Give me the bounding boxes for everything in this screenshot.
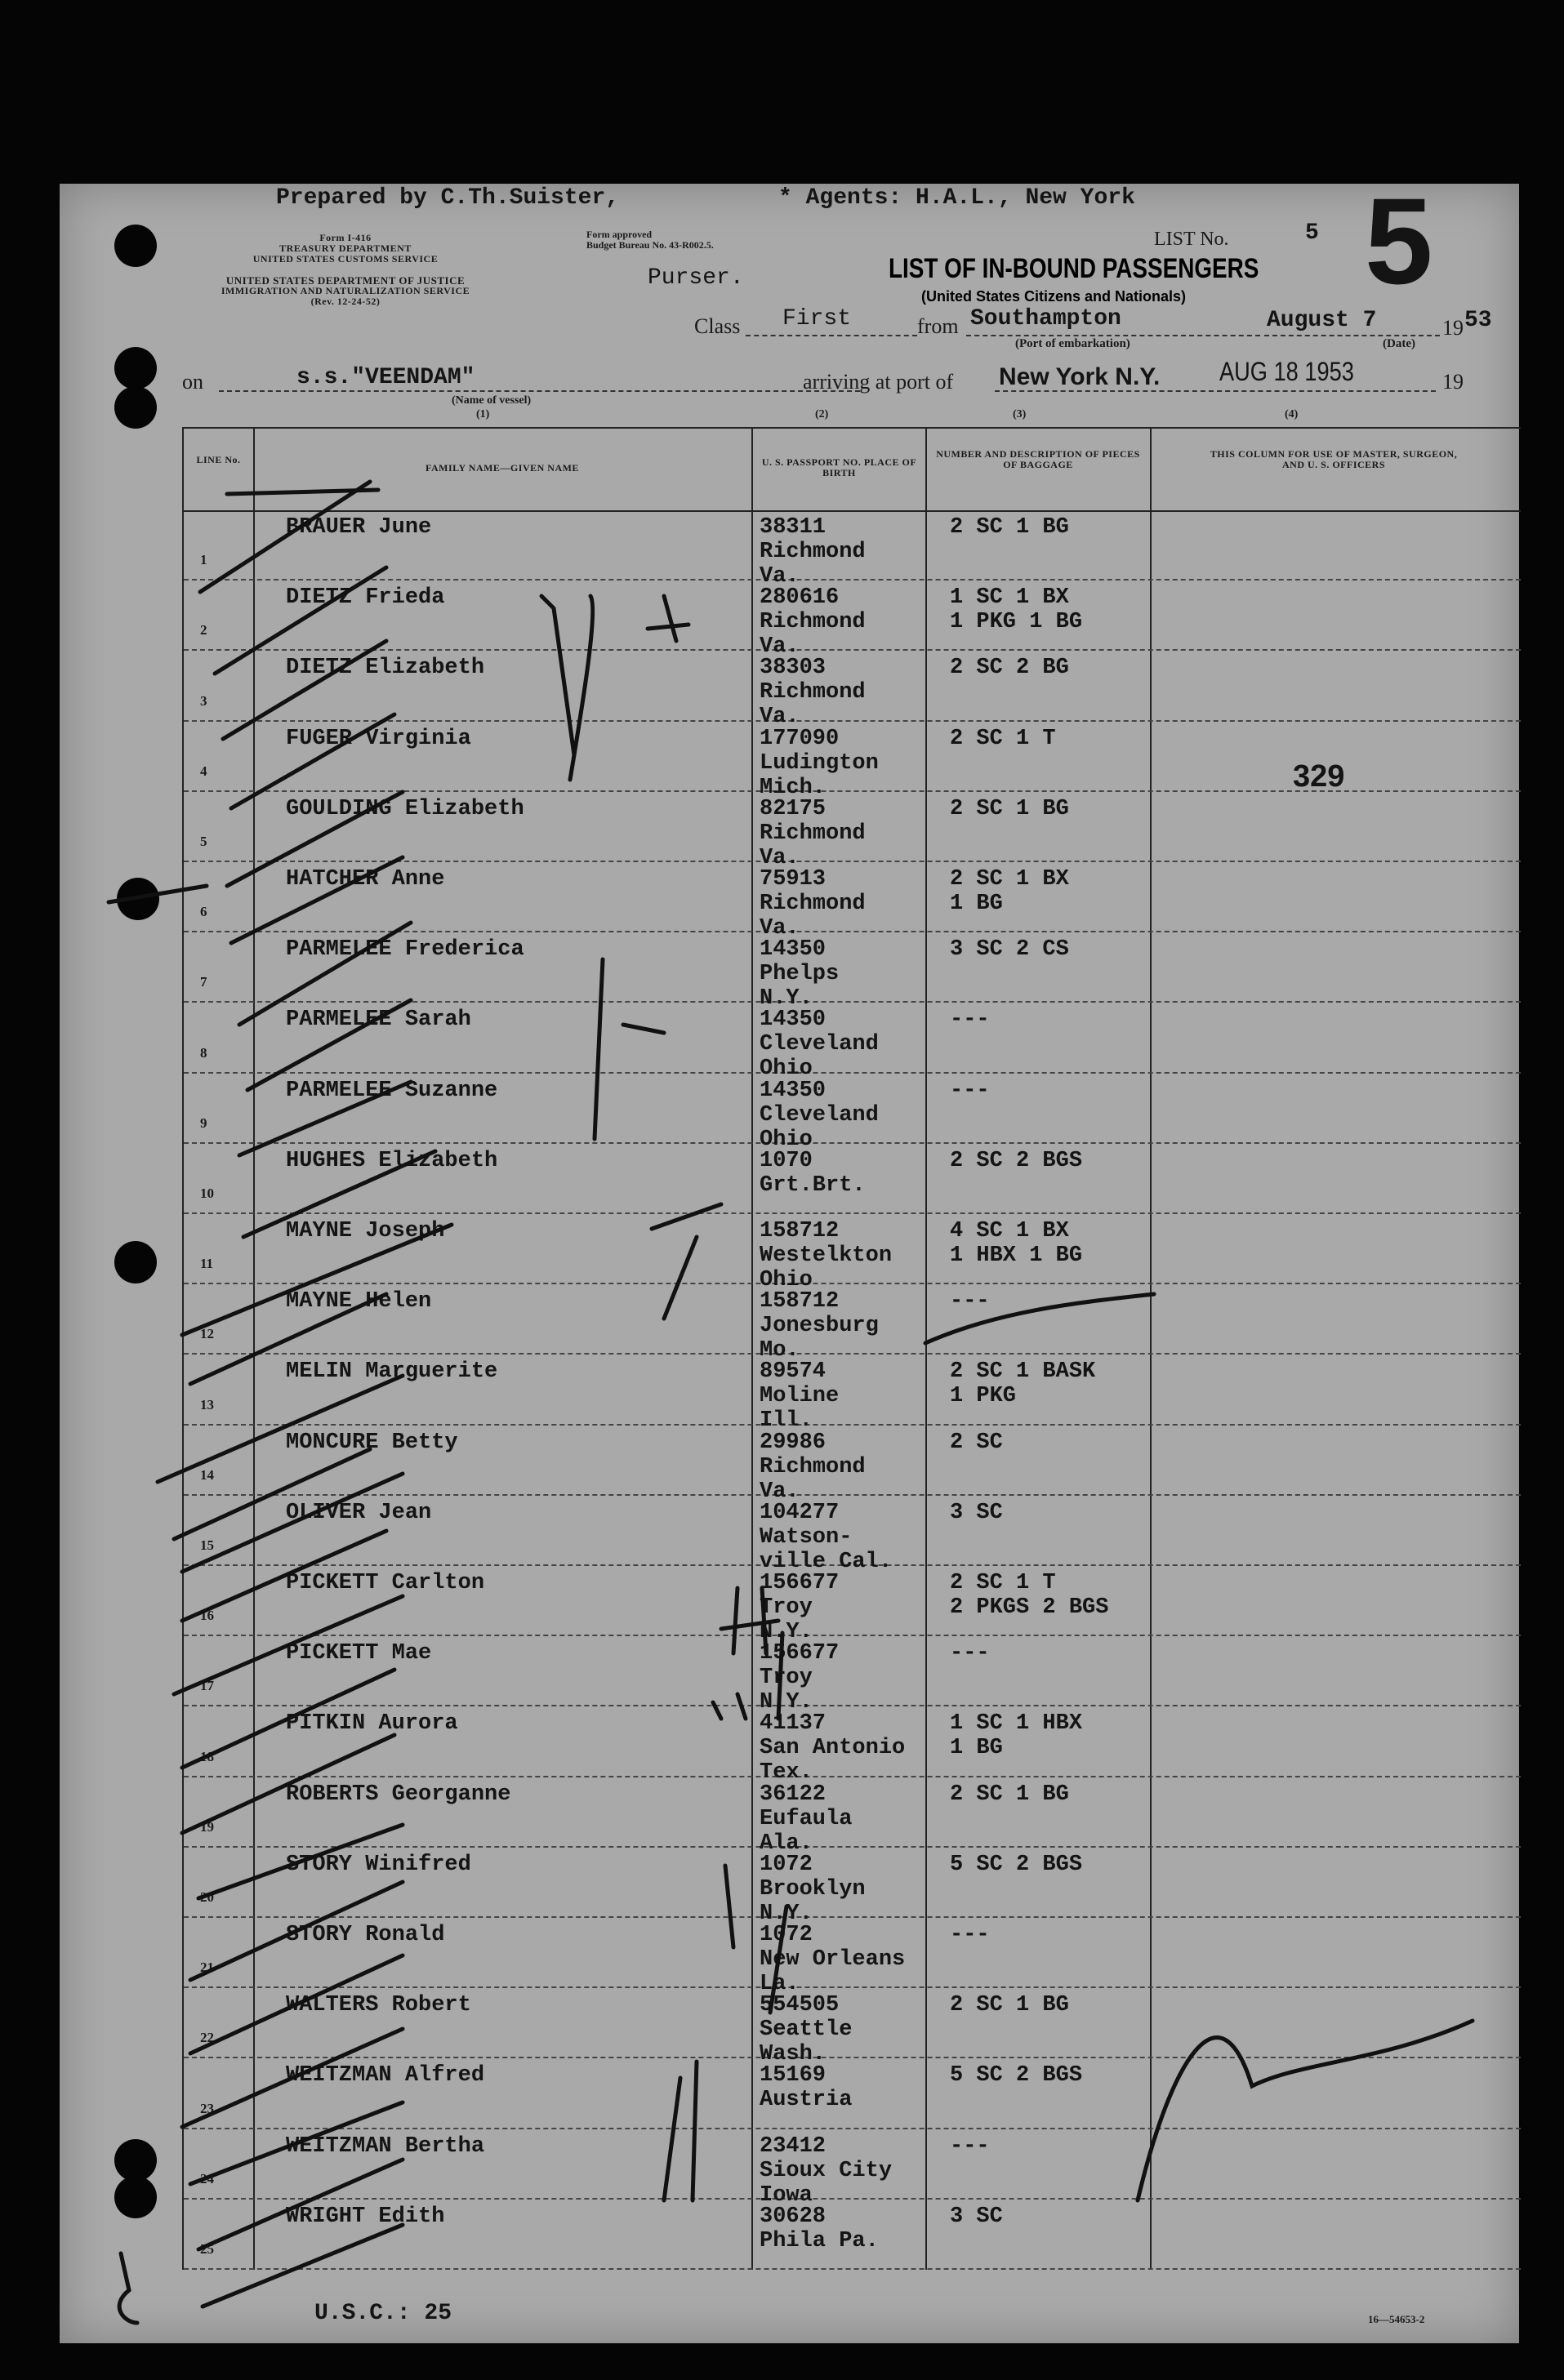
line-number: 19 — [200, 1818, 214, 1835]
place-of-birth: Sioux City Iowa — [760, 2158, 893, 2208]
passport-number: 14350 — [760, 1078, 827, 1103]
line-number: 8 — [200, 1044, 207, 1061]
on-label: on — [182, 370, 203, 394]
line-number: 15 — [200, 1537, 214, 1553]
passport-number: 82175 — [760, 796, 827, 821]
arrival-year: 19 — [1442, 370, 1464, 394]
customs-service: UNITED STATES CUSTOMS SERVICE — [252, 253, 439, 265]
passport-number: 177090 — [760, 726, 840, 751]
passport-number: 15169 — [760, 2063, 827, 2089]
form-approved: Form approved — [586, 229, 653, 240]
passport-number: 36122 — [760, 1782, 827, 1807]
baggage-description: 5 SC 2 BGS — [950, 1852, 1083, 1877]
passport-number: 280616 — [760, 585, 840, 611]
baggage-description: --- — [950, 1641, 990, 1666]
baggage-description: 1 SC 1 HBX 1 BG — [950, 1711, 1083, 1761]
port-of-embarkation: Southampton — [970, 306, 1121, 331]
purser-label: Purser. — [648, 265, 744, 291]
baggage-description: 2 SC 2 BGS — [950, 1148, 1083, 1173]
passport-number: 41137 — [760, 1711, 827, 1737]
ins-service: IMMIGRATION AND NATURALIZATION SERVICE — [221, 285, 470, 296]
place-of-birth: New Orleans La. — [760, 1947, 906, 1996]
baggage-description: 2 SC 1 BG — [950, 1782, 1069, 1807]
passenger-name: STORY Ronald — [286, 1923, 445, 1947]
line-number: 5 — [200, 833, 207, 849]
line-number: 9 — [200, 1114, 207, 1131]
place-of-birth: Jonesburg Mo. — [760, 1314, 879, 1363]
line-number: 23 — [200, 2100, 214, 2116]
line-number: 7 — [200, 974, 207, 990]
passenger-name: MAYNE Helen — [286, 1289, 432, 1315]
place-of-birth: Richmond Va. — [760, 892, 866, 941]
passenger-name: HATCHER Anne — [286, 867, 445, 892]
line-number: 3 — [200, 692, 207, 709]
col-header-baggage: NUMBER AND DESCRIPTION OF PIECES OF BAGGAGE — [936, 448, 1140, 470]
col-4-caption: (4) — [1285, 408, 1299, 420]
port-caption: (Port of embarkation) — [1015, 337, 1130, 350]
baggage-description: 2 SC 1 BG — [950, 796, 1069, 821]
passport-number: 104277 — [760, 1500, 840, 1525]
line-number: 17 — [200, 1678, 214, 1694]
form-title: LIST OF IN-BOUND PASSENGERS — [889, 253, 1259, 284]
baggage-description: 2 SC 1 BX 1 BG — [950, 867, 1069, 916]
from-label: from — [917, 314, 959, 338]
manifest-page — [60, 172, 1519, 2343]
passport-number: 554505 — [760, 1993, 840, 2018]
big-list-number: 5 — [1365, 172, 1433, 309]
passenger-name: MAYNE Joseph — [286, 1219, 445, 1243]
baggage-description: 2 SC 1 T 2 PKGS 2 BGS — [950, 1571, 1109, 1620]
passport-number: 1072 — [760, 1923, 813, 1947]
line-number: 20 — [200, 1888, 214, 1905]
place-of-birth: Phila Pa. — [760, 2228, 879, 2253]
place-of-birth: Cleveland Ohio — [760, 1032, 879, 1082]
baggage-description: --- — [950, 1923, 990, 1947]
line-number: 13 — [200, 1396, 214, 1412]
passenger-name: PICKETT Carlton — [286, 1571, 485, 1595]
baggage-description: 1 SC 1 BX 1 PKG 1 BG — [950, 585, 1083, 635]
col-header-line: LINE No. — [196, 454, 241, 465]
passenger-name: PARMELEE Frederica — [286, 937, 524, 963]
place-of-birth: San Antonio Tex. — [760, 1736, 906, 1786]
passenger-name: WEITZMAN Alfred — [286, 2063, 485, 2089]
arrival-date-stamp: AUG 18 1953 — [1219, 357, 1354, 386]
line-number: 22 — [200, 2030, 214, 2046]
arriving-label: arriving at port of — [803, 370, 954, 394]
vessel-caption: (Name of vessel) — [452, 394, 532, 407]
place-of-birth: Troy N.Y. — [760, 1595, 813, 1644]
handwritten-checkmarks — [60, 184, 1519, 2343]
class-label: Class — [694, 314, 741, 338]
line-number: 11 — [200, 1256, 214, 1272]
arrival-port: New York N.Y. — [999, 363, 1161, 390]
line-number: 16 — [200, 1608, 214, 1624]
place-of-birth: Richmond Va. — [760, 821, 866, 870]
passenger-name: WEITZMAN Bertha — [286, 2133, 485, 2159]
passenger-name: OLIVER Jean — [286, 1500, 432, 1525]
place-of-birth: Cleveland Ohio — [760, 1102, 879, 1152]
year-suffix: 53 — [1464, 308, 1492, 333]
prepared-by: Prepared by C.Th.Suister, — [276, 185, 620, 211]
baggage-description: 2 SC — [950, 1430, 1003, 1455]
baggage-description: 3 SC 2 CS — [950, 937, 1069, 963]
passenger-name: PITKIN Aurora — [286, 1711, 458, 1737]
place-of-birth: Watson- ville Cal. — [760, 1524, 893, 1574]
place-of-birth: Richmond Va. — [760, 680, 866, 730]
place-of-birth: Richmond Va. — [760, 540, 866, 589]
form-number: Form I-416 — [319, 232, 372, 243]
passenger-name: WALTERS Robert — [286, 1993, 471, 2018]
place-of-birth: Ludington Mich. — [760, 750, 879, 800]
baggage-description: --- — [950, 1289, 990, 1315]
place-of-birth: Moline Ill. — [760, 1384, 840, 1434]
line-number: 10 — [200, 1185, 214, 1201]
place-of-birth: Grt.Brt. — [760, 1172, 866, 1198]
officer-annotation: 329 — [1293, 759, 1345, 794]
passport-number: 156677 — [760, 1641, 840, 1666]
place-of-birth: Westelkton Ohio — [760, 1243, 893, 1292]
baggage-description: 2 SC 1 BG — [950, 1993, 1069, 2018]
revision: (Rev. 12-24-52) — [310, 296, 381, 307]
passenger-name: FUGER Virginia — [286, 726, 471, 751]
passport-number: 14350 — [760, 937, 827, 963]
place-of-birth: Brooklyn N.Y. — [760, 1876, 866, 1926]
passenger-name: ROBERTS Georganne — [286, 1782, 511, 1807]
passport-number: 158712 — [760, 1289, 840, 1315]
baggage-description: 3 SC — [950, 1500, 1003, 1525]
passenger-name: PARMELEE Suzanne — [286, 1078, 498, 1103]
passenger-name: PARMELEE Sarah — [286, 1008, 471, 1033]
col-2-caption: (2) — [815, 408, 829, 420]
baggage-description: 4 SC 1 BX 1 HBX 1 BG — [950, 1219, 1083, 1268]
passport-number: 1070 — [760, 1148, 813, 1173]
agents-line: * Agents: H.A.L., New York — [778, 185, 1135, 211]
passenger-name: GOULDING Elizabeth — [286, 796, 524, 821]
line-number: 18 — [200, 1748, 214, 1764]
baggage-description: --- — [950, 1078, 990, 1103]
date-caption: (Date) — [1383, 337, 1415, 350]
line-number: 24 — [200, 2170, 214, 2186]
passport-number: 23412 — [760, 2133, 827, 2159]
passport-number: 1072 — [760, 1852, 813, 1877]
passport-number: 29986 — [760, 1430, 827, 1455]
passport-number: 38303 — [760, 656, 827, 681]
col-1-caption: (1) — [476, 408, 490, 420]
passenger-name: MONCURE Betty — [286, 1430, 458, 1455]
passenger-name: STORY Winifred — [286, 1852, 471, 1877]
line-number: 25 — [200, 2240, 214, 2257]
year-prefix: 19 — [1442, 316, 1464, 340]
departure-date: August 7 — [1267, 308, 1377, 333]
passport-number: 30628 — [760, 2204, 827, 2229]
form-subtitle: (United States Citizens and Nationals) — [921, 288, 1187, 305]
line-number: 2 — [200, 622, 207, 638]
line-number: 12 — [200, 1326, 214, 1342]
budget-bureau: Budget Bureau No. 43-R002.5. — [586, 239, 714, 251]
passenger-name: WRIGHT Edith — [286, 2204, 445, 2229]
usc-total: U.S.C.: 25 — [314, 2301, 452, 2326]
form-code: 16—54653-2 — [1368, 2313, 1425, 2325]
passenger-name: DIETZ Frieda — [286, 585, 445, 611]
baggage-description: --- — [950, 1008, 990, 1033]
justice-dept: UNITED STATES DEPARTMENT OF JUSTICE — [225, 274, 466, 287]
baggage-description: 2 SC 1 T — [950, 726, 1056, 751]
col-header-officers: THIS COLUMN FOR USE OF MASTER, SURGEON, AND U. S. OFFICERS — [1210, 448, 1458, 470]
passport-number: 75913 — [760, 867, 827, 892]
list-no-value: 5 — [1305, 220, 1319, 246]
baggage-description: --- — [950, 2133, 990, 2159]
line-number: 1 — [200, 552, 207, 568]
baggage-description: 2 SC 1 BG — [950, 515, 1069, 540]
baggage-description: 2 SC 2 BG — [950, 656, 1069, 681]
passenger-name: DIETZ Elizabeth — [286, 656, 485, 681]
passenger-name: HUGHES Elizabeth — [286, 1148, 498, 1173]
place-of-birth: Richmond Va. — [760, 610, 866, 660]
place-of-birth: Phelps N.Y. — [760, 962, 840, 1012]
line-number: 6 — [200, 904, 207, 920]
col-3-caption: (3) — [1013, 408, 1027, 420]
baggage-description: 5 SC 2 BGS — [950, 2063, 1083, 2089]
list-no-label: LIST No. — [1154, 229, 1229, 250]
line-number: 14 — [200, 1466, 214, 1483]
place-of-birth: Richmond Va. — [760, 1454, 866, 1504]
col-header-passport: U. S. PASSPORT NO. PLACE OF BIRTH — [761, 456, 917, 478]
passport-number: 89574 — [760, 1359, 827, 1385]
passport-number: 38311 — [760, 515, 827, 540]
baggage-description: 3 SC — [950, 2204, 1003, 2229]
line-number: 21 — [200, 1960, 214, 1976]
passport-number: 158712 — [760, 1219, 840, 1243]
place-of-birth: Austria — [760, 2088, 853, 2113]
col-header-name: FAMILY NAME—GIVEN NAME — [426, 462, 579, 474]
treasury-dept: TREASURY DEPARTMENT — [279, 242, 412, 254]
passenger-name: PICKETT Mae — [286, 1641, 432, 1666]
place-of-birth: Seattle Wash. — [760, 2017, 853, 2067]
place-of-birth: Eufaula Ala. — [760, 1806, 853, 1856]
vessel-name: s.s."VEENDAM" — [296, 365, 475, 390]
baggage-description: 2 SC 1 BASK 1 PKG — [950, 1359, 1096, 1409]
class-value: First — [782, 306, 852, 331]
place-of-birth: Troy N.Y. — [760, 1666, 813, 1715]
passport-number: 156677 — [760, 1571, 840, 1595]
passenger-name: BRAUER June — [286, 515, 432, 540]
passenger-name: MELIN Marguerite — [286, 1359, 498, 1385]
passport-number: 14350 — [760, 1008, 827, 1033]
line-number: 4 — [200, 763, 207, 779]
